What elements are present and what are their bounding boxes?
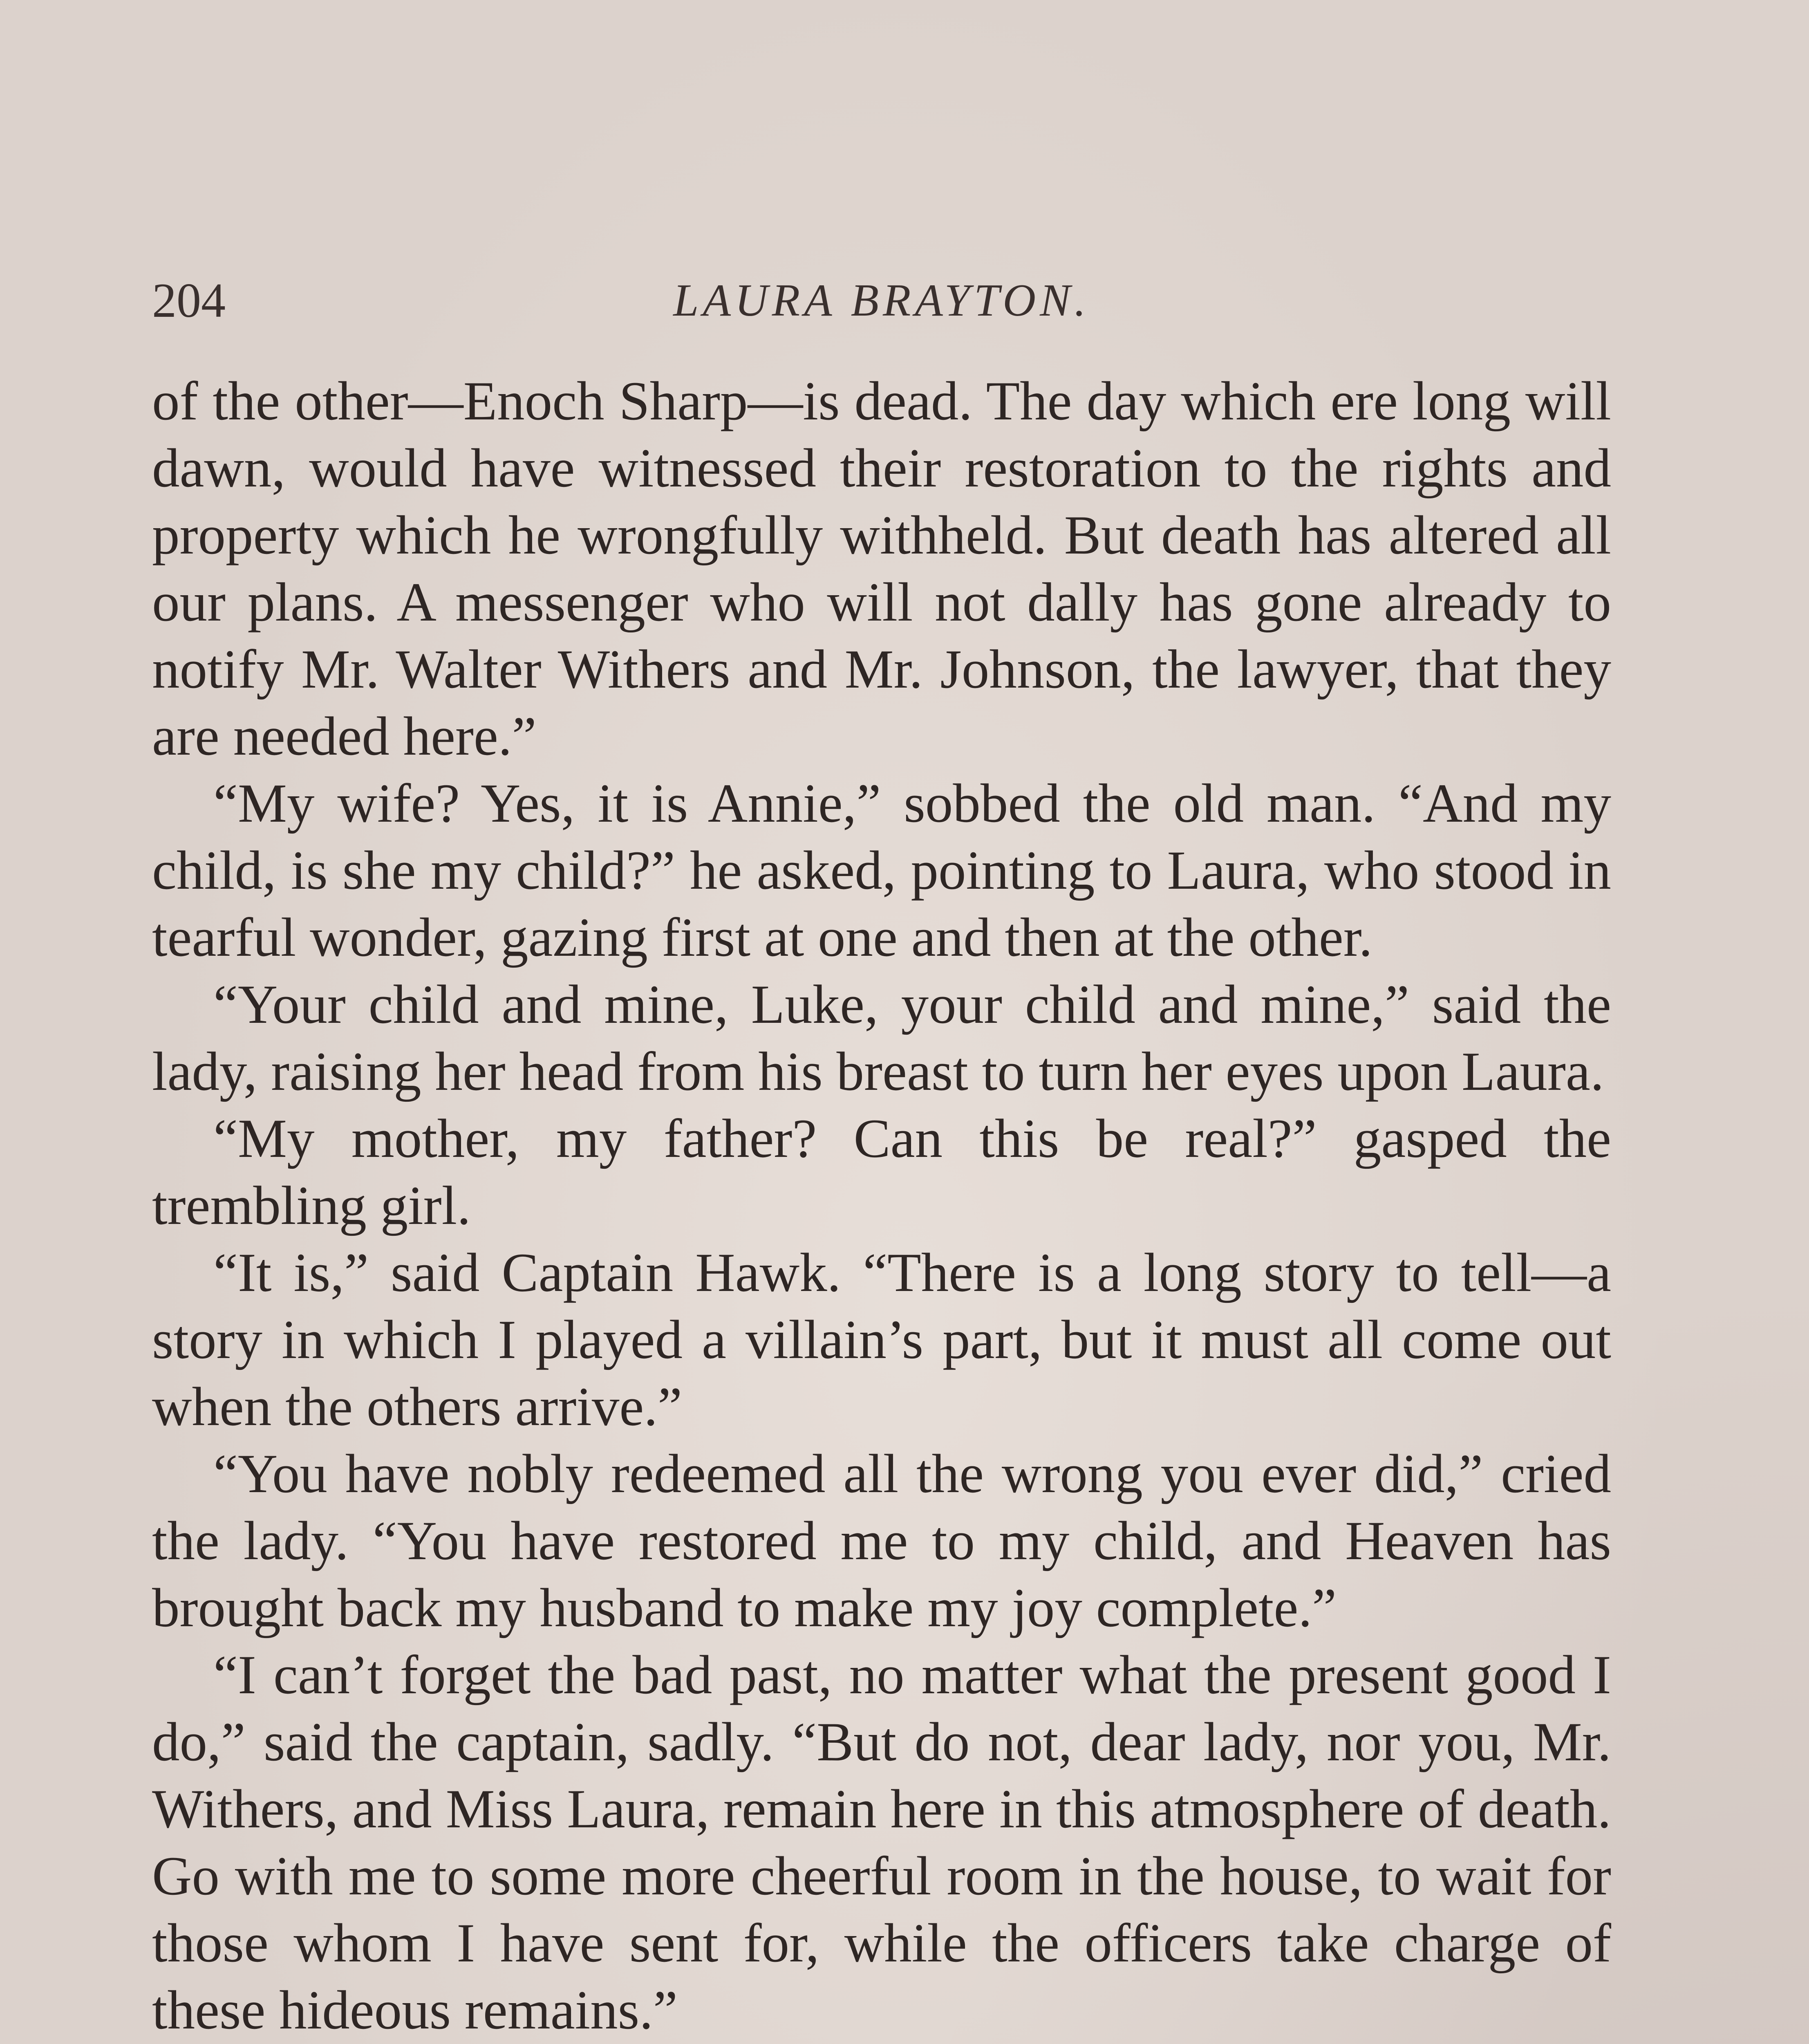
paragraph: “It is,” said Captain Hawk. “There is a long story to tell—a story in which I played a villain’s part, but it must all come out when the others arrive.” (152, 1242, 1611, 1437)
paragraph: “Your child and mine, Luke, your child and mine,” said the lady, raising her head from his breast to turn her eyes upon Laura. (152, 974, 1611, 1102)
page-number: 204 (152, 273, 226, 327)
paragraph: “My mother, my father? Can this be real?” gasped the trembling girl. (152, 1108, 1611, 1236)
running-title: LAURA BRAYTON. (673, 275, 1090, 326)
page-header (152, 270, 1611, 331)
paragraph: “I can’t forget the bad past, no matter what the present good I do,” said the captain, sadly. “But do not, dear lady, nor you, Mr. Withers, and Miss Laura, remain here in this atmosphere of death. Go with me to some more cheerful room in the house, to wait for those whom I have sent for, while the officers take charge of these hideous remains.” (152, 1645, 1611, 2041)
body-text (152, 368, 1611, 2044)
paragraph: “My wife? Yes, it is Annie,” sobbed the old man. “And my child, is she my child?” he asked, pointing to Laura, who stood in tearful wonder, gazing first at one and then at the other. (152, 773, 1611, 968)
paragraph: “You have nobly redeemed all the wrong you ever did,” cried the lady. “You have restored me to my child, and Heaven has brought back my husband to make my joy complete.” (152, 1443, 1611, 1638)
paragraph: of the other—Enoch Sharp—is dead. The day which ere long will dawn, would have witnessed their restoration to the rights and property which he wrongfully withheld. But death has altered all our plans. A messenger who will not dally has gone already to notify Mr. Walter Withers and Mr. Johnson, the lawyer, that they are needed here.” (152, 371, 1611, 767)
